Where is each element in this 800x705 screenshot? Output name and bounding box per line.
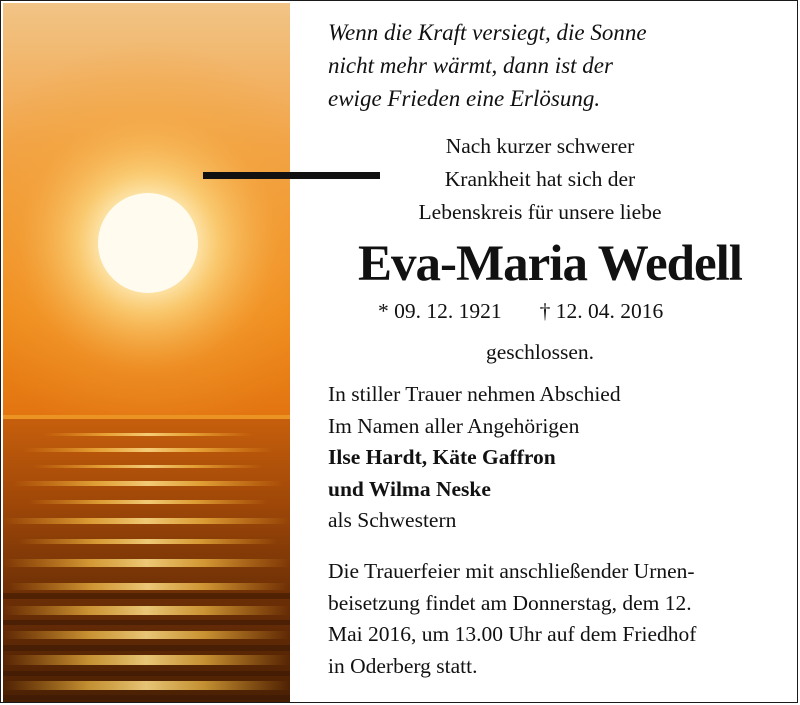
ceremony-info (328, 556, 696, 682)
farewell-line: In stiller Trauer nehmen Abschied (328, 382, 621, 406)
poem-line: ewige Frieden eine Erlösung. (328, 86, 601, 111)
mourners-block (328, 379, 621, 537)
deceased-name: Eva-Maria Wedell (358, 236, 742, 292)
poem-quote (328, 16, 647, 115)
intro-line: Nach kurzer schwerer (445, 134, 635, 158)
ceremony-line: Die Trauerfeier mit anschließender Urnen- (328, 559, 695, 583)
poem-line: Wenn die Kraft versiegt, die Sonne (328, 20, 647, 45)
intro-line: Lebenskreis für unsere liebe (418, 200, 662, 224)
closing-word: geschlossen. (485, 340, 595, 364)
poem-line: nicht mehr wärmt, dann ist der (328, 53, 613, 78)
mourner-names: und Wilma Neske (328, 476, 491, 501)
intro-text (370, 130, 710, 229)
notice-text-column (300, 0, 796, 705)
death-date: † 12. 04. 2016 (539, 299, 664, 323)
mourner-names: Ilse Hardt, Käte Gaffron (328, 445, 556, 469)
relatives-line: Im Namen aller Angehörigen (328, 413, 580, 438)
life-dates (378, 297, 663, 325)
intro-line: Krankheit hat sich der (444, 167, 636, 191)
relation-line: als Schwestern (328, 508, 457, 532)
ceremony-line: Mai 2016, um 13.00 Uhr auf dem Friedhof (328, 622, 697, 646)
birth-date: * 09. 12. 1921 (378, 299, 502, 323)
ceremony-line: beisetzung findet am Donnerstag, dem 12. (328, 590, 692, 615)
ceremony-line: in Oderberg statt. (328, 653, 478, 678)
